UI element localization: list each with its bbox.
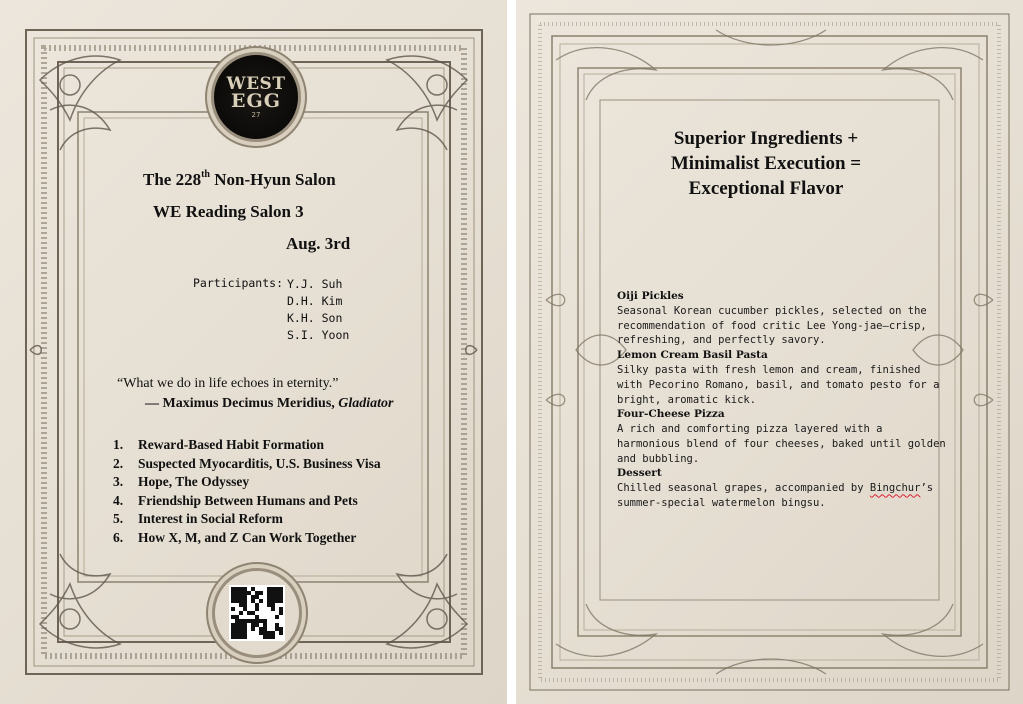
dessert-desc-suffix: ’s [920, 482, 934, 495]
topic-number: 5. [113, 511, 124, 527]
participant-item: S.I. Yoon [287, 328, 350, 342]
participant-item: K.H. Son [287, 311, 343, 325]
menu-item-name: Lemon Cream Basil Pasta [617, 349, 768, 362]
quote-text: “What we do in life echoes in eternity.” [117, 376, 339, 391]
topic-text: Suspected Myocarditis, U.S. Business Visa [138, 455, 381, 471]
menu-item-description: bright, aromatic kick. [617, 393, 757, 406]
topic-item [113, 436, 381, 455]
participant-item: Y.J. Suh [287, 277, 343, 291]
logo-text-west: WEST [226, 73, 286, 94]
menu-tagline-line: Superior Ingredients + [673, 128, 859, 149]
menu-item-description: with Pecorino Romano, basil, and tomato pesto for a [617, 378, 940, 391]
topic-text: Interest in Social Reform [138, 511, 283, 527]
topic-number: 6. [113, 529, 124, 545]
quote-attribution [145, 396, 394, 412]
topic-number: 3. [113, 474, 124, 490]
menu-item-description: Seasonal Korean cucumber pickles, selected on the [617, 305, 927, 317]
menu-item-description: and bubbling. [617, 452, 700, 465]
menu-item [617, 289, 937, 348]
quote-attribution-work: Gladiator [338, 396, 394, 411]
salon-program-card [0, 0, 507, 704]
topic-text: Friendship Between Humans and Pets [138, 492, 358, 508]
participants-label: Participants: [193, 276, 284, 290]
topic-text: Hope, The Odyssey [138, 474, 250, 490]
topic-number: 4. [113, 492, 124, 508]
menu-item [617, 466, 937, 510]
topic-text: How X, M, and Z Can Work Together [138, 529, 357, 545]
west-egg-logo-seal [211, 52, 301, 142]
menu-item-description: recommendation of food critic Lee Yong-jae—crisp, [617, 319, 927, 332]
qr-code-seal [212, 568, 302, 658]
menu-item-description: A rich and comforting pizza layered with a [617, 423, 883, 436]
menu-tagline-line: Exceptional Flavor [688, 178, 844, 199]
participants-list [287, 276, 349, 344]
topic-number: 2. [113, 455, 124, 471]
quote-attribution-author: — Maximus Decimus Meridius, [145, 396, 339, 411]
salon-title-prefix: The 228 [143, 170, 202, 189]
discussion-topics-list [113, 436, 381, 548]
menu-tagline-line: Minimalist Execution = [670, 153, 862, 174]
menu-item [617, 348, 940, 407]
menu-item-description: Silky pasta with fresh lemon and cream, finished [617, 364, 921, 377]
topic-item [113, 529, 381, 548]
salon-date: Aug. 3rd [286, 234, 351, 253]
topic-text: Reward-Based Habit Formation [138, 437, 324, 452]
logo-text-number: 27 [251, 110, 261, 119]
menu-item-description: harmonious blend of four cheeses, baked until golden [617, 437, 946, 450]
topic-number: 1. [113, 437, 124, 452]
menu-card [516, 0, 1023, 704]
menu-item-name: Four-Cheese Pizza [617, 408, 725, 421]
salon-title [143, 170, 336, 190]
participant-item: D.H. Kim [287, 294, 343, 308]
menu-item-description: summer-special watermelon bingsu. [617, 497, 826, 510]
menu-tagline [636, 126, 896, 201]
menu-item-name: Oiji Pickles [617, 290, 684, 302]
menu-items [617, 289, 946, 511]
qr-code-icon[interactable] [229, 585, 285, 641]
menu-item-name: Dessert [617, 467, 662, 480]
spellcheck-flagged-word[interactable]: Bingchur [869, 482, 921, 495]
logo-text-egg: EGG [231, 89, 281, 112]
topic-item [113, 473, 381, 492]
topic-item [113, 510, 381, 529]
menu-item [617, 407, 946, 466]
topic-item [113, 492, 381, 511]
salon-subtitle: WE Reading Salon 3 [153, 202, 304, 221]
salon-title-ordinal: th [201, 169, 210, 180]
menu-item-description [617, 481, 937, 496]
dessert-desc-prefix: Chilled seasonal grapes, accompanied by [617, 482, 870, 495]
menu-item-description: refreshing, and perfectly savory. [617, 334, 826, 347]
topic-item [113, 455, 381, 474]
salon-title-suffix: Non-Hyun Salon [210, 170, 336, 189]
